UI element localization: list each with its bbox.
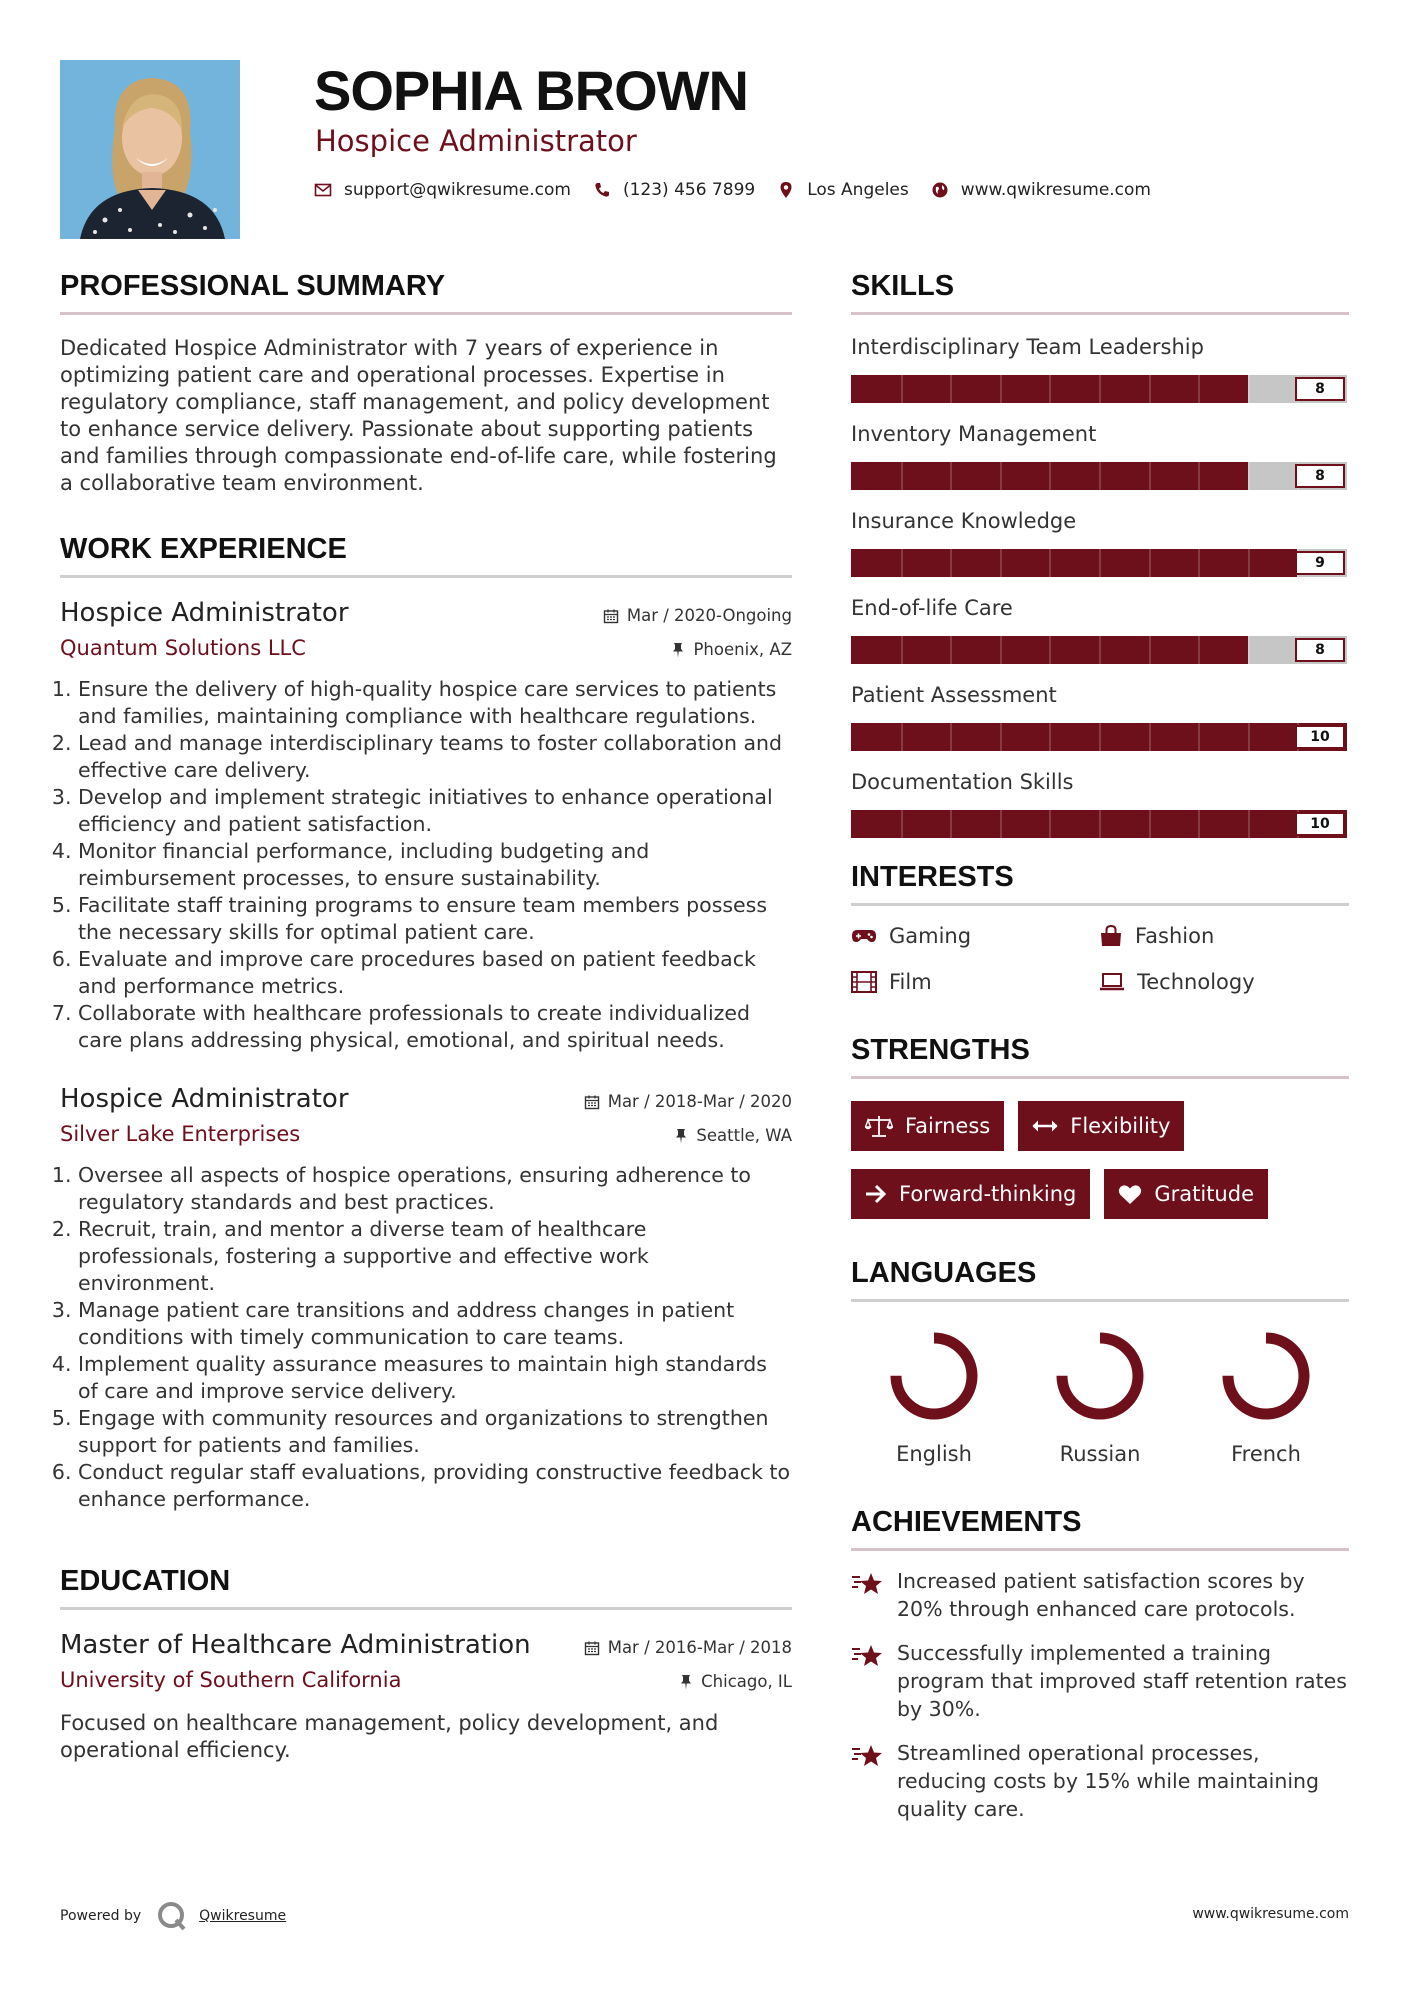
- job-bullets: [60, 1162, 792, 1513]
- skill-item: [851, 509, 1349, 596]
- skill-item: [851, 596, 1349, 683]
- skill-bar-segment-divider: [1149, 810, 1151, 838]
- job-entry: [60, 598, 792, 1054]
- education-location-text: Chicago, IL: [701, 1672, 792, 1691]
- contact-location: Los Angeles: [807, 180, 909, 200]
- skill-bar: [851, 723, 1347, 751]
- qwikresume-link[interactable]: Qwikresume: [199, 1908, 287, 1924]
- job-entry: [60, 1084, 792, 1513]
- skill-bar-segment-divider: [1000, 723, 1002, 751]
- skill-bar-segment-divider: [1000, 549, 1002, 577]
- job-bullet: 4. Monitor financial performance, including budgeting and reimbursement processes, to ensure sustainability.: [78, 838, 792, 892]
- skill-bar-segment-divider: [950, 462, 952, 490]
- skill-name: Interdisciplinary Team Leadership: [851, 335, 1204, 359]
- gamepad-icon: [851, 927, 877, 945]
- skill-bar-segment-divider: [1248, 375, 1250, 403]
- skill-bar-segment-divider: [1248, 636, 1250, 664]
- skill-bar-segment-divider: [1248, 723, 1250, 751]
- strengths-row: [851, 1169, 1349, 1219]
- shooting-star-icon: [851, 1743, 883, 1769]
- skill-bar-segment-divider: [901, 810, 903, 838]
- skill-bar-segment-divider: [1248, 810, 1250, 838]
- right-column: [851, 270, 1349, 1823]
- strength-chip: [851, 1169, 1090, 1219]
- strengths-row: [851, 1101, 1349, 1151]
- profile-photo: [60, 60, 240, 239]
- phone-icon: [593, 181, 611, 199]
- interests-grid: [851, 924, 1349, 994]
- experience-heading: WORK EXPERIENCE: [60, 533, 792, 578]
- skill-bar-segment-divider: [1149, 462, 1151, 490]
- strength-label: Fairness: [905, 1114, 991, 1138]
- skill-bar: [851, 462, 1347, 490]
- skill-name: Inventory Management: [851, 422, 1097, 446]
- contact-website[interactable]: www.qwikresume.com: [960, 180, 1151, 200]
- job-bullet: 1. Ensure the delivery of high-quality hospice care services to patients and families, maintaining compliance with healthcare regulations.: [78, 676, 792, 730]
- strengths-heading: STRENGTHS: [851, 1034, 1349, 1079]
- skill-bar: [851, 375, 1347, 403]
- language-label: Russian: [1059, 1442, 1141, 1466]
- contact-email[interactable]: support@qwikresume.com: [344, 180, 571, 200]
- languages-heading: LANGUAGES: [851, 1257, 1349, 1302]
- skill-bar-segment-divider: [1000, 636, 1002, 664]
- job-bullet: 1. Oversee all aspects of hospice operations, ensuring adherence to regulatory standards and best practices.: [78, 1162, 792, 1216]
- job-location: [674, 1126, 792, 1145]
- footer-website[interactable]: www.qwikresume.com: [1192, 1906, 1349, 1922]
- language-proficiency-ring: [884, 1326, 984, 1426]
- job-company: Silver Lake Enterprises: [60, 1122, 301, 1146]
- skill-item: [851, 422, 1349, 509]
- skill-bar-segment-divider: [1149, 375, 1151, 403]
- degree-title: Master of Healthcare Administration: [60, 1630, 531, 1660]
- left-column: [60, 270, 792, 1764]
- job-date: [603, 606, 792, 625]
- skill-bar: [851, 636, 1347, 664]
- interest-label: Fashion: [1135, 924, 1215, 948]
- skill-bar-segment-divider: [1198, 462, 1200, 490]
- languages-row: [851, 1326, 1349, 1466]
- skill-name: Insurance Knowledge: [851, 509, 1077, 533]
- calendar-icon: [584, 1094, 600, 1110]
- shooting-star-icon: [851, 1571, 883, 1597]
- language-item: [851, 1326, 1017, 1466]
- language-label: English: [896, 1442, 972, 1466]
- pushpin-icon: [674, 1128, 688, 1144]
- interest-label: Technology: [1137, 970, 1255, 994]
- skill-bar-segment-divider: [1099, 723, 1101, 751]
- skill-bar-segment-divider: [901, 549, 903, 577]
- calendar-icon: [584, 1640, 600, 1656]
- summary-heading: PROFESSIONAL SUMMARY: [60, 270, 792, 315]
- skill-bar-segment-divider: [901, 375, 903, 403]
- skill-value: 8: [1295, 638, 1345, 662]
- laptop-icon: [1099, 972, 1125, 992]
- skill-bar-segment-divider: [950, 810, 952, 838]
- skills-heading: SKILLS: [851, 270, 1349, 315]
- job-bullet: 6. Evaluate and improve care procedures based on patient feedback and performance metrics.: [78, 946, 792, 1000]
- skill-name: End-of-life Care: [851, 596, 1013, 620]
- strength-label: Forward-thinking: [899, 1182, 1077, 1206]
- skill-bar-segment-divider: [1198, 375, 1200, 403]
- job-location-text: Phoenix, AZ: [693, 640, 792, 659]
- education-text: Focused on healthcare management, policy development, and operational efficiency.: [60, 1711, 719, 1762]
- interest-label: Gaming: [889, 924, 972, 948]
- contact-phone[interactable]: (123) 456 7899: [622, 180, 756, 200]
- skill-value: 10: [1295, 812, 1345, 836]
- skill-bar-segment-divider: [1099, 549, 1101, 577]
- job-title: Hospice Administrator: [60, 598, 349, 628]
- job-bullet: 3. Manage patient care transitions and address changes in patient conditions with timely communication to care teams.: [78, 1297, 792, 1351]
- skills-list: [851, 335, 1349, 857]
- skill-bar-segment-divider: [1000, 810, 1002, 838]
- skill-bar-segment-divider: [1198, 723, 1200, 751]
- job-location-text: Seattle, WA: [696, 1126, 792, 1145]
- achievements-list: [851, 1567, 1349, 1823]
- skill-value: 8: [1295, 464, 1345, 488]
- skill-bar-segment-divider: [1049, 462, 1051, 490]
- strength-label: Flexibility: [1070, 1114, 1171, 1138]
- candidate-title: Hospice Administrator: [315, 124, 637, 158]
- skill-bar-segment-divider: [950, 375, 952, 403]
- strength-chip: [1018, 1101, 1184, 1151]
- job-date: [584, 1092, 792, 1111]
- skill-item: [851, 683, 1349, 770]
- qwikresume-logo-icon: [155, 1900, 191, 1932]
- job-company: Quantum Solutions LLC: [60, 636, 306, 660]
- skill-bar-segment-divider: [901, 636, 903, 664]
- skill-bar-segment-divider: [1149, 636, 1151, 664]
- job-bullet: 5. Engage with community resources and organizations to strengthen support for patients and families.: [78, 1405, 792, 1459]
- job-date-text: Mar / 2018-Mar / 2020: [607, 1092, 792, 1111]
- skill-bar-segment-divider: [1198, 549, 1200, 577]
- language-proficiency-ring: [1216, 1326, 1316, 1426]
- skill-bar-segment-divider: [1198, 810, 1200, 838]
- skill-bar-segment-divider: [1049, 636, 1051, 664]
- skill-bar-segment-divider: [950, 636, 952, 664]
- skill-value: 9: [1295, 551, 1345, 575]
- school-name: University of Southern California: [60, 1668, 402, 1692]
- film-icon: [851, 971, 877, 993]
- skill-bar-segment-divider: [1149, 549, 1151, 577]
- shopping-bag-icon: [1099, 925, 1123, 947]
- achievement-text: Successfully implemented a training program that improved staff retention rates by 30%.: [897, 1641, 1347, 1721]
- education-entry: [60, 1630, 792, 1764]
- interests-heading: INTERESTS: [851, 861, 1349, 906]
- job-bullet: 2. Recruit, train, and mentor a diverse team of healthcare professionals, fostering a supportive and effective work environment.: [78, 1216, 792, 1297]
- skill-item: [851, 770, 1349, 857]
- skill-bar-segment-divider: [1049, 375, 1051, 403]
- skill-value: 8: [1295, 377, 1345, 401]
- skill-bar-segment-divider: [901, 462, 903, 490]
- skill-bar-segment-divider: [950, 549, 952, 577]
- interest-item: [851, 924, 1099, 948]
- map-marker-icon: [777, 181, 795, 199]
- job-bullet: 7. Collaborate with healthcare professionals to create individualized care plans addressing physical, emotional, and spiritual needs.: [78, 1000, 792, 1054]
- skill-name: Documentation Skills: [851, 770, 1074, 794]
- education-date: [584, 1638, 792, 1657]
- job-bullets: [60, 676, 792, 1054]
- skill-bar-segment-divider: [1248, 462, 1250, 490]
- summary-text: Dedicated Hospice Administrator with 7 years of experience in optimizing patient care and operational processes. Expertise in regulatory compliance, staff management, and policy development to enhance service delivery. Passionate about supporting patients and families through compassionate end-of-life care, while fostering a collaborative team environment.: [60, 336, 777, 495]
- heart-icon: [1118, 1184, 1142, 1205]
- skill-bar-segment-divider: [1099, 636, 1101, 664]
- job-location: [671, 640, 792, 659]
- calendar-icon: [603, 608, 619, 624]
- skill-bar-segment-divider: [1049, 549, 1051, 577]
- skill-bar-fill: [851, 549, 1297, 577]
- skill-bar-segment-divider: [1149, 723, 1151, 751]
- language-label: French: [1231, 1442, 1301, 1466]
- job-title: Hospice Administrator: [60, 1084, 349, 1114]
- strength-chip: [1104, 1169, 1268, 1219]
- skill-bar-segment-divider: [1000, 462, 1002, 490]
- skill-bar: [851, 810, 1347, 838]
- interest-item: [851, 970, 1099, 994]
- skill-bar-segment-divider: [950, 723, 952, 751]
- strength-label: Gratitude: [1154, 1182, 1254, 1206]
- interest-item: [1099, 970, 1347, 994]
- skill-bar-segment-divider: [1000, 375, 1002, 403]
- achievement-text: Streamlined operational processes, reducing costs by 15% while maintaining quality care.: [897, 1741, 1320, 1821]
- arrows-horizontal-icon: [1032, 1119, 1058, 1133]
- skill-bar-segment-divider: [1099, 462, 1101, 490]
- education-date-text: Mar / 2016-Mar / 2018: [607, 1638, 792, 1657]
- education-heading: EDUCATION: [60, 1565, 792, 1610]
- pushpin-icon: [671, 642, 685, 658]
- skill-bar-segment-divider: [1049, 723, 1051, 751]
- achievement-item: [851, 1567, 1349, 1623]
- footer-powered-by: [60, 1900, 286, 1932]
- job-date-text: Mar / 2020-Ongoing: [626, 606, 792, 625]
- skill-value: 10: [1295, 725, 1345, 749]
- language-item: [1017, 1326, 1183, 1466]
- skill-bar-segment-divider: [1198, 636, 1200, 664]
- skill-bar-segment-divider: [1248, 549, 1250, 577]
- skill-bar-segment-divider: [1099, 375, 1101, 403]
- globe-icon: [931, 181, 949, 199]
- balance-scale-icon: [865, 1115, 893, 1137]
- shooting-star-icon: [851, 1643, 883, 1669]
- skill-name: Patient Assessment: [851, 683, 1057, 707]
- job-bullet: 6. Conduct regular staff evaluations, providing constructive feedback to enhance performance.: [78, 1459, 792, 1513]
- powered-by-label: Powered by: [60, 1908, 142, 1924]
- strength-chip: [851, 1101, 1004, 1151]
- pushpin-icon: [679, 1674, 693, 1690]
- language-proficiency-ring: [1050, 1326, 1150, 1426]
- interest-label: Film: [889, 970, 932, 994]
- envelope-icon: [314, 181, 332, 199]
- skill-bar: [851, 549, 1347, 577]
- contact-bar: [314, 178, 1173, 202]
- interest-item: [1099, 924, 1347, 948]
- job-bullet: 4. Implement quality assurance measures to maintain high standards of care and improve service delivery.: [78, 1351, 792, 1405]
- job-bullet: 2. Lead and manage interdisciplinary teams to foster collaboration and effective care delivery.: [78, 730, 792, 784]
- achievement-item: [851, 1739, 1349, 1823]
- language-item: [1183, 1326, 1349, 1466]
- skill-bar-segment-divider: [1099, 810, 1101, 838]
- arrow-right-icon: [865, 1184, 887, 1204]
- achievement-item: [851, 1639, 1349, 1723]
- achievement-text: Increased patient satisfaction scores by 20% through enhanced care protocols.: [897, 1569, 1305, 1621]
- education-location: [679, 1672, 792, 1691]
- job-bullet: 3. Develop and implement strategic initiatives to enhance operational efficiency and patient satisfaction.: [78, 784, 792, 838]
- skill-bar-segment-divider: [1049, 810, 1051, 838]
- job-bullet: 5. Facilitate staff training programs to ensure team members possess the necessary skills for optimal patient care.: [78, 892, 792, 946]
- skill-bar-segment-divider: [901, 723, 903, 751]
- achievements-heading: ACHIEVEMENTS: [851, 1506, 1349, 1551]
- skill-item: [851, 335, 1349, 422]
- candidate-name: SOPHIA BROWN: [314, 59, 748, 122]
